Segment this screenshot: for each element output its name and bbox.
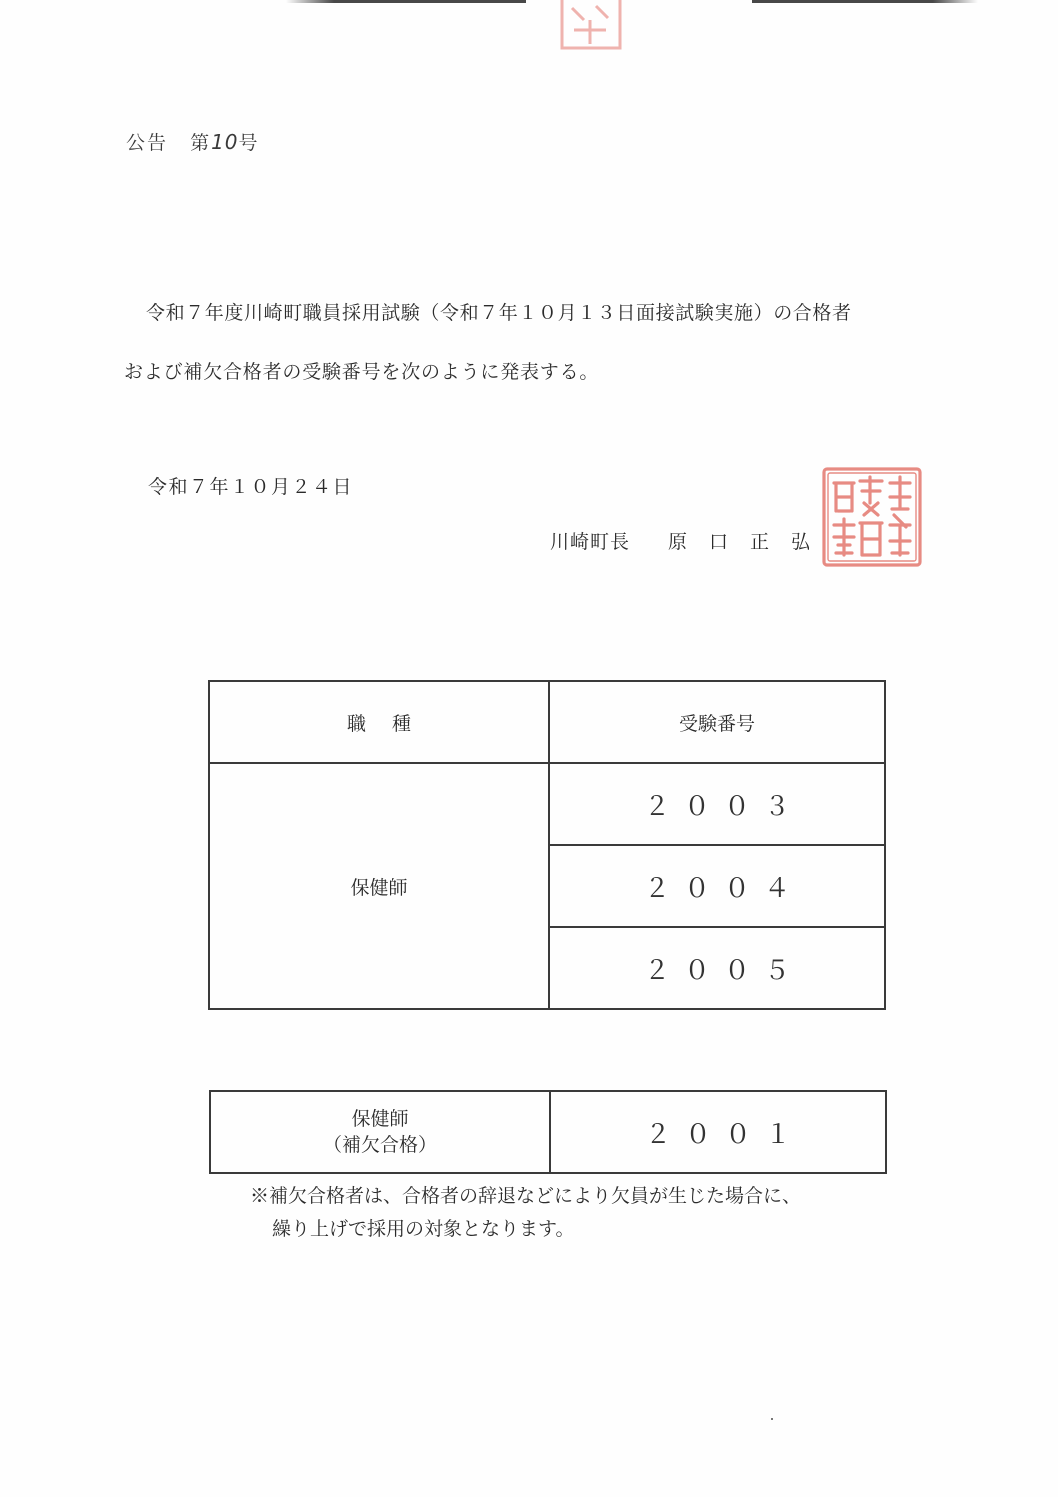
header-job-type: 職種 xyxy=(209,681,549,763)
scan-edge-right xyxy=(752,0,978,3)
reserve-note xyxy=(250,1180,801,1246)
header-exam-number: 受験番号 xyxy=(549,681,885,763)
notice-number xyxy=(126,128,260,155)
reserve-table xyxy=(209,1090,887,1174)
notice-number-value: 10 xyxy=(211,130,239,154)
note-line-1: ※補欠合格者は、合格者の辞退などにより欠員が生じた場合に、 xyxy=(250,1185,802,1207)
scan-dot xyxy=(771,1418,773,1420)
signer xyxy=(550,527,832,554)
exam-number-cell: ２００４ xyxy=(549,845,885,927)
notice-number-suffix: 号 xyxy=(238,132,260,154)
notice-date: 令和７年１０月２４日 xyxy=(148,476,354,498)
notice-number-prefix: 第 xyxy=(190,132,212,154)
results-header-row xyxy=(209,681,885,763)
top-seal-fragment xyxy=(556,0,626,52)
signer-name: 原口正弘 xyxy=(668,531,833,553)
table-row xyxy=(209,763,885,845)
official-seal-stamp xyxy=(818,463,926,571)
reserve-job-type-cell xyxy=(210,1091,550,1173)
body-line-2: および補欠合格者の受験番号を次のように発表する。 xyxy=(124,361,600,383)
reserve-exam-number-cell: ２００１ xyxy=(550,1091,886,1173)
note-line-2: 繰り上げで採用の対象となります。 xyxy=(272,1218,575,1240)
body-line-1: 令和７年度川崎町職員採用試験（令和７年１０月１３日面接試験実施）の合格者 xyxy=(146,302,852,324)
notice-prefix: 公告 xyxy=(126,132,169,154)
scan-edge-left xyxy=(286,0,526,3)
reserve-status: （補欠合格） xyxy=(322,1134,437,1156)
table-row xyxy=(210,1091,886,1173)
signer-title: 川崎町長 xyxy=(550,531,631,553)
job-type-cell: 保健師 xyxy=(209,763,549,1009)
exam-number-cell: ２００３ xyxy=(549,763,885,845)
results-table xyxy=(208,680,886,1010)
exam-number-cell: ２００５ xyxy=(549,927,885,1009)
reserve-job-type: 保健師 xyxy=(351,1108,409,1130)
